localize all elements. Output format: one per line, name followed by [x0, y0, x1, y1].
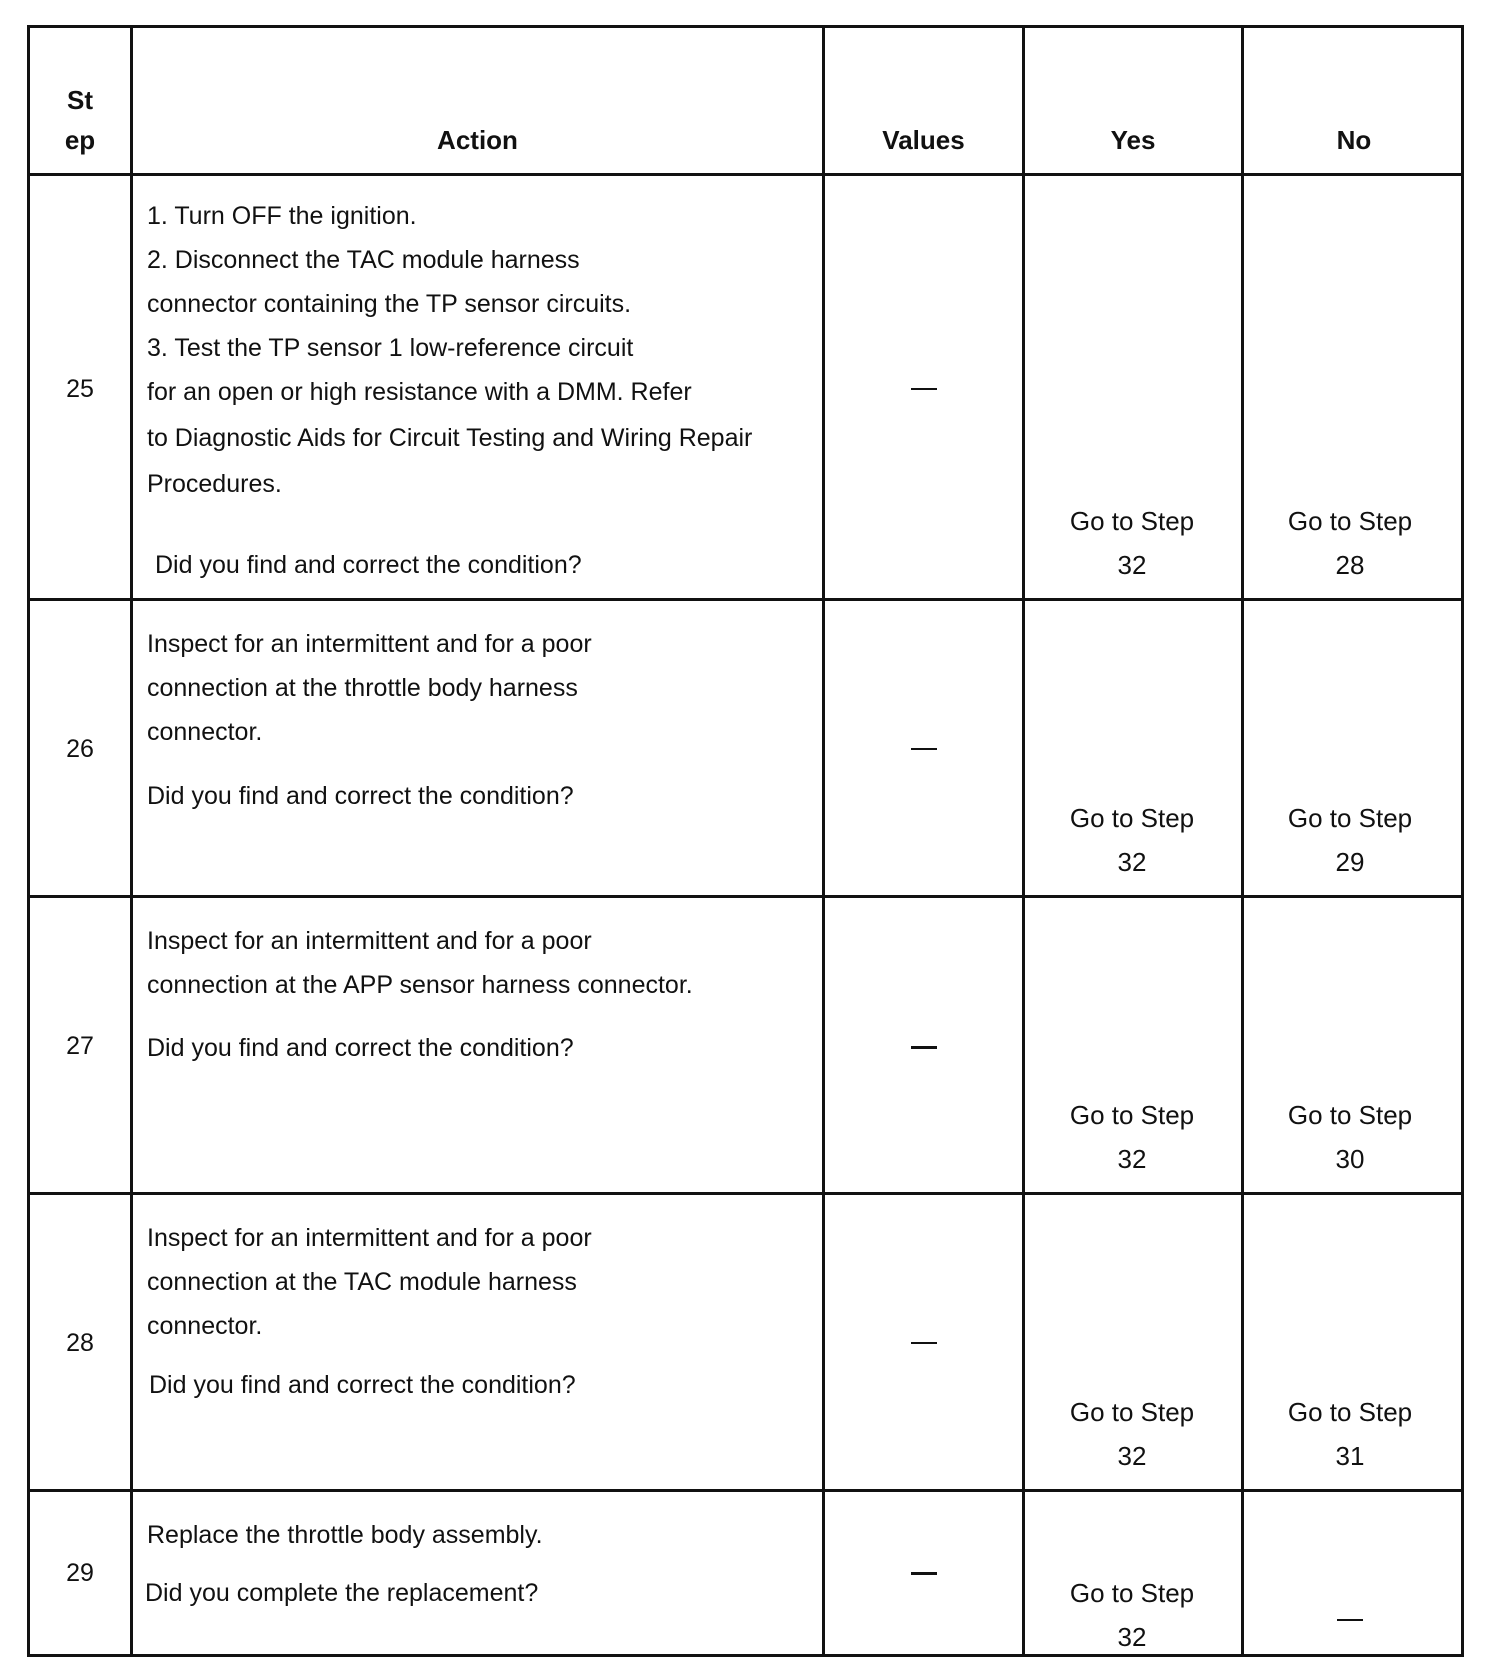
yes-goto-step: 32: [1117, 1622, 1147, 1652]
action-question: Did you find and correct the condition?: [155, 551, 582, 579]
yes-goto-label: Go to Step: [1069, 1397, 1195, 1427]
action-line: Inspect for an intermittent and for a poor: [147, 927, 592, 955]
header-yes: Yes: [1110, 125, 1156, 155]
action-line: 3. Test the TP sensor 1 low-reference circuit: [147, 334, 634, 362]
action-line: to Diagnostic Aids for Circuit Testing and Wiring Repair: [147, 424, 753, 452]
action-question: Did you find and correct the condition?: [147, 1034, 574, 1062]
row-divider: [30, 598, 1461, 601]
no-goto-label: Go to Step: [1287, 1100, 1413, 1130]
action-line: connector.: [147, 1312, 263, 1340]
no-goto-step: 28: [1335, 550, 1365, 580]
step-number: 28: [66, 1329, 94, 1357]
yes-goto-label: Go to Step: [1069, 803, 1195, 833]
action-line: Inspect for an intermittent and for a poor: [147, 630, 592, 658]
no-goto-label: Go to Step: [1287, 506, 1413, 536]
row-divider: [30, 895, 1461, 898]
no-goto-step: 31: [1335, 1441, 1365, 1471]
values-dash: [911, 1046, 937, 1049]
values-dash: [911, 748, 937, 750]
action-line: connection at the TAC module harness: [147, 1268, 577, 1296]
no-value-dash: [1337, 1619, 1363, 1621]
values-dash: [911, 388, 937, 390]
row-divider: [30, 173, 1461, 176]
no-goto-label: Go to Step: [1287, 1397, 1413, 1427]
action-line: Procedures.: [147, 470, 282, 498]
yes-goto-step: 32: [1117, 1144, 1147, 1174]
action-question: Did you find and correct the condition?: [149, 1371, 576, 1399]
yes-goto-label: Go to Step: [1069, 506, 1195, 536]
column-divider: [1241, 28, 1244, 1654]
step-number: 29: [66, 1559, 94, 1587]
action-line: connector.: [147, 718, 263, 746]
header-no: No: [1336, 125, 1372, 155]
action-line: connector containing the TP sensor circuits.: [147, 290, 632, 318]
yes-goto-label: Go to Step: [1069, 1578, 1195, 1608]
action-question: Did you complete the replacement?: [145, 1579, 539, 1607]
action-line: connection at the throttle body harness: [147, 674, 578, 702]
yes-goto-step: 32: [1117, 1441, 1147, 1471]
header-values: Values: [882, 125, 965, 155]
yes-goto-step: 32: [1117, 847, 1147, 877]
no-goto-label: Go to Step: [1287, 803, 1413, 833]
step-number: 25: [66, 375, 94, 403]
header-step-line2: ep: [64, 125, 96, 155]
column-divider: [130, 28, 133, 1654]
values-dash: [911, 1572, 937, 1575]
row-divider: [30, 1489, 1461, 1492]
step-number: 27: [66, 1032, 94, 1060]
values-dash: [911, 1342, 937, 1344]
no-goto-step: 30: [1335, 1144, 1365, 1174]
action-line: Inspect for an intermittent and for a poor: [147, 1224, 592, 1252]
header-step-line1: St: [67, 85, 93, 115]
column-divider: [1022, 28, 1025, 1654]
row-divider: [30, 1192, 1461, 1195]
yes-goto-step: 32: [1117, 550, 1147, 580]
action-line: connection at the APP sensor harness connector.: [147, 971, 693, 999]
column-divider: [822, 28, 825, 1654]
action-line: 1. Turn OFF the ignition.: [147, 202, 417, 230]
action-line: 2. Disconnect the TAC module harness: [147, 246, 580, 274]
action-line: for an open or high resistance with a DMM. Refer: [147, 378, 692, 406]
diagnostic-table: [27, 25, 1464, 1657]
action-line: Replace the throttle body assembly.: [147, 1521, 543, 1549]
step-number: 26: [66, 735, 94, 763]
action-question: Did you find and correct the condition?: [147, 782, 574, 810]
no-goto-step: 29: [1335, 847, 1365, 877]
yes-goto-label: Go to Step: [1069, 1100, 1195, 1130]
header-action: Action: [437, 125, 518, 155]
